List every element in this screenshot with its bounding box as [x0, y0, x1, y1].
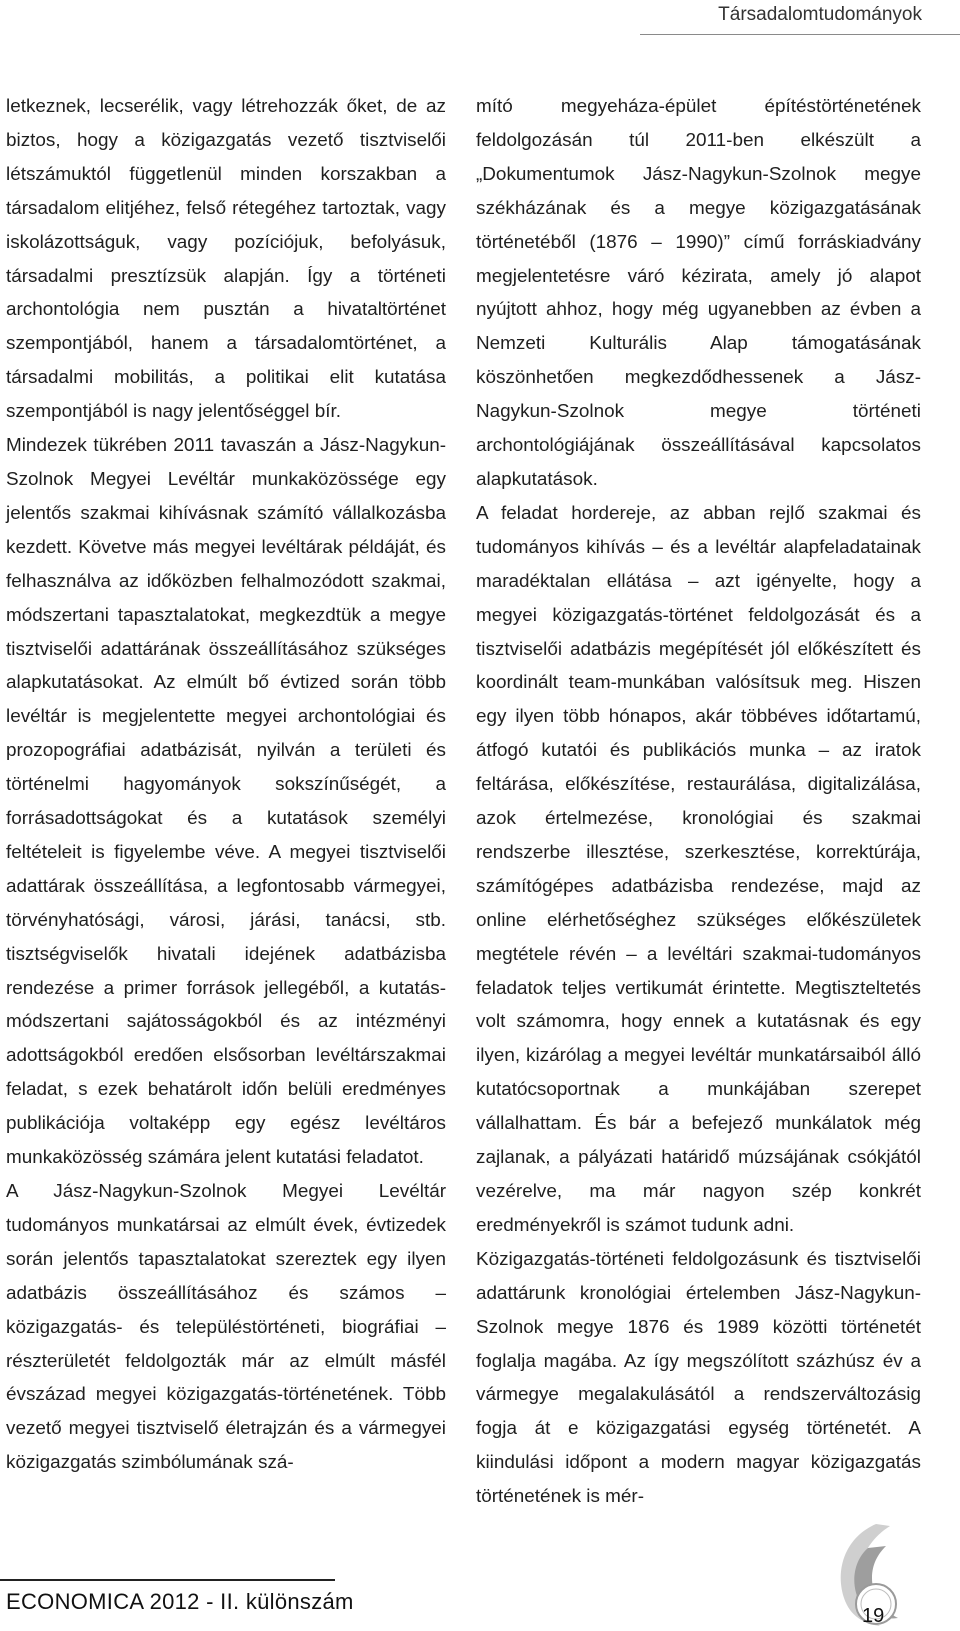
paragraph: A Jász-Nagykun-Szolnok Megyei Levéltár tudományos munkatársai az elmúlt évek, évtizedek során jelentős tapasztalatokat szereztek egy ilyen adatbázis összeállításához és számos – közigazgatás- és településtörténeti, biográfiai – részterületét feldolgozták már az elmúlt másfél évszázad megyei közigazgatás-történetének. Több vezető megyei tisztviselő életrajzán és a vármegyei közigazgatás szimbólumának szá- — [6, 1181, 446, 1474]
page-footer — [0, 1580, 960, 1631]
running-header — [0, 0, 960, 34]
section-title: Társadalomtudományok — [718, 4, 922, 25]
publication-title: ECONOMICA 2012 - II. különszám — [6, 1589, 354, 1614]
paragraph: letkeznek, lecserélik, vagy létrehozzák őket, de az biztos, hogy a közigazgatás vezető tisztviselői létszámuktól függetlenül minden korszakban a társadalom elitjéhez, felső rétegéhez tartoztak, vagy iskolázottságuk, vagy pozíciójuk, befolyásuk, társadalmi presztízsük alapján. Így a történeti archontológia nem pusztán a hivataltörténet szempontjából, hanem a társadalomtörténet, a társadalmi mobilitás, a politikai elit kutatása szempontjából is nagy jelentőséggel bír. — [6, 96, 446, 423]
left-column — [6, 90, 446, 1480]
paragraph: Közigazgatás-történeti feldolgozásunk és tisztviselői adattárunk kronológiai értelemben Jász-Nagykun-Szolnok megye 1876 és 1989 közötti történetét foglalja magába. Az így megszólított százhúsz év a vármegye megalakulásától a rendszerváltozásig fogja át e közigazgatási egység történetét. A kiindulási időpont a modern magyar közigazgatás történetének is mér- — [476, 1248, 921, 1508]
paragraph: mító megyeháza-épület építéstörténetének feldolgozásán túl 2011-ben elkészült a „Dokumentumok Jász-Nagykun-Szolnok megye székházának és a megye közigazgatásának történetéből (1876 – 1990)” című forráskiadvány megjelentetésre váró kézirata, amely jó alapot nyújtott ahhoz, hogy még ugyanebben az évben a Nemzeti Kulturális Alap támogatásának köszönhetően megkezdődhessenek a Jász-Nagykun-Szolnok megye történeti archontológiájának összeállításával kapcsolatos alapkutatások. — [476, 96, 921, 490]
footer-rule — [0, 1579, 335, 1581]
page-number: 19 — [862, 1605, 885, 1627]
paragraph: A feladat hordereje, az abban rejlő szakmai és tudományos kihívás – és a levéltár alapfeladatainak maradéktalan ellátása – azt igényelte, hogy a megyei közigazgatás-történet feldolgozását és a tisztviselői adatbázis megépítését jól előkészített és koordinált team-munkában valósítsuk meg. Hiszen egy ilyen több hónapos, akár többéves időtartamú, átfogó kutatói és publikációs munka – az iratok feltárása, előkészítése, restaurálása, digitalizálása, azok értelmezése, kronológiai és szakmai rendszerbe illesztése, szerkesztése, korrektúrája, számítógépes adatbázisba rendezése, majd az online elérhetőséghez szükséges előkészületek megtétele révén – a levéltári szakmai-tudományos feladatok teljes vertikumát érintette. Megtiszteltetés volt számomra, hogy ennek a kutatásnak és egy ilyen, kizárólag a megyei levéltár munkatársaiból álló kutatócsoportnak a munkájában szerepet vállalhattam. És bár a befejező munkálatok még zajlanak, a pályázati határidő múzsájának csókjától vezérelve, ma már nagyon szép konkrét eredményekről is számot tudunk adni. — [476, 502, 921, 1236]
paragraph: Mindezek tükrében 2011 tavaszán a Jász-Nagykun-Szolnok Megyei Levéltár munkaközössége egy jelentős szakmai kihívásnak számító vállalkozásba kezdett. Követve más megyei levéltárak példáját, és felhasználva az időközben felhalmozódott szakmai, módszertani tapasztalatokat, megkezdtük a megye tisztviselői adattárának összeállításához szükséges alapkutatásokat. Az elmúlt bő évtized során több levéltár is megjelentette megyei archontológiai és prozopográfiai adatbázisát, nyilván a területi és történelmi hagyományok sokszínűségét, a forrásadottságokat és a kutatások személyi feltételeit is figyelembe véve. A megyei tisztviselői adattárak összeállítása, a legfontosabb vármegyei, törvényhatósági, városi, járási, tanácsi, stb. tisztségviselők hivatali idejének adatbázisba rendezése a primer források jellegéből, a kutatás-módszertani sajátosságokból és az intézményi adottságokból eredően elsősorban levéltárszakmai feladat, s ezek behatárolt időn belüli eredményes publikációja voltaképp egy egész levéltáros munkaközösség számára jelent kutatási feladatot. — [6, 435, 446, 1169]
header-rule — [640, 34, 960, 35]
right-column — [476, 90, 921, 1514]
